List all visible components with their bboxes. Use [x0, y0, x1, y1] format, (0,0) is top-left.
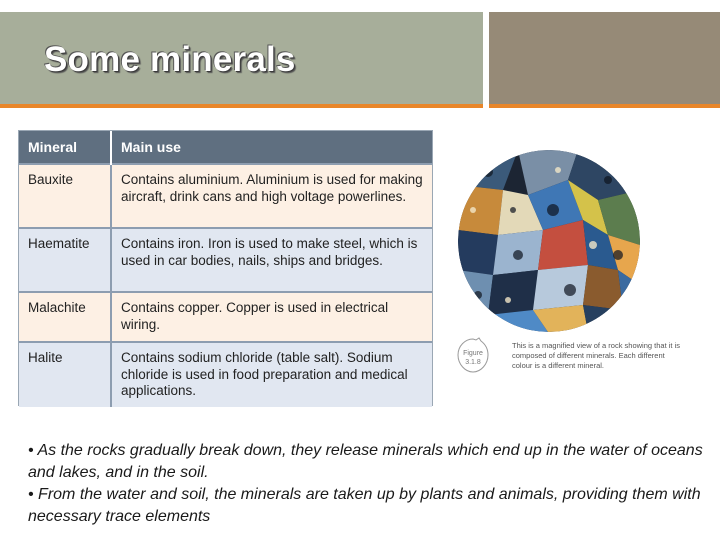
use-cell: Contains sodium chloride (table salt). Sodium chloride is used in food preparation and medical applications.	[111, 342, 432, 407]
mineral-cell: Haematite	[19, 228, 111, 292]
figure-badge-number: 3.1.8	[465, 359, 481, 366]
title-band-accent	[489, 12, 720, 104]
figure-badge	[455, 337, 491, 375]
header-mineral: Mineral	[19, 131, 111, 164]
mineral-cell: Bauxite	[19, 164, 111, 228]
table-row	[19, 164, 432, 228]
header-main-use: Main use	[111, 131, 432, 164]
table-row	[19, 292, 432, 342]
use-cell: Contains aluminium. Aluminium is used for making aircraft, drink cans and high voltage powerlines.	[111, 164, 432, 228]
bullet-item: • From the water and soil, the minerals are taken up by plants and animals, providing them with necessary trace elements	[28, 486, 701, 525]
accent-line-gap	[483, 104, 489, 108]
table-header-row	[19, 131, 432, 164]
table-row	[19, 342, 432, 407]
figure-badge-label: Figure	[463, 350, 483, 357]
use-cell: Contains copper. Copper is used in electrical wiring.	[111, 292, 432, 342]
slide-title: Some minerals	[44, 40, 296, 79]
minerals-table-grid	[19, 131, 432, 407]
figure-caption: This is a magnified view of a rock showing that it is composed of different minerals. Each different colour is a different mineral.	[512, 341, 680, 370]
table-row	[19, 228, 432, 292]
body-text	[28, 440, 708, 528]
mineral-cell: Malachite	[19, 292, 111, 342]
bullet-item: • As the rocks gradually break down, they release minerals which end up in the water of oceans and lakes, and in the soil.	[28, 442, 703, 481]
minerals-table	[18, 130, 433, 406]
mineral-cell: Halite	[19, 342, 111, 407]
use-cell: Contains iron. Iron is used to make steel, which is used in car bodies, nails, ships and bridges.	[111, 228, 432, 292]
accent-line	[0, 104, 720, 108]
rock-micrograph-image	[458, 150, 640, 332]
